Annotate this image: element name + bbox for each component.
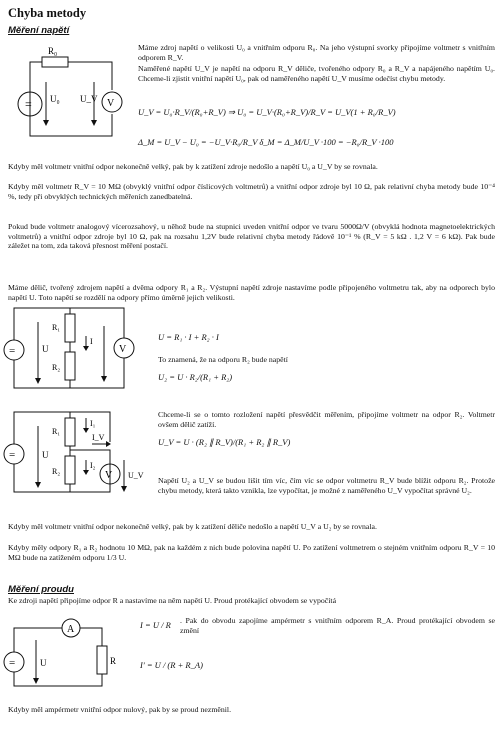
s1-intro: Máme zdroj napětí o velikosti U₀ a vnitřním odporu R₀. Na jeho výstupní svorky připojíme voltmetr s vnitřním odporem R_V. bbox=[138, 43, 495, 62]
s2-p2: To znamená, že na odporu R₂ bude napětí bbox=[158, 355, 288, 364]
s2-p5: Kdyby měl voltmetr vnitřní odpor nekonečně velký, pak by k zatížení děliče nedošlo a napětí U_V a U₂ by se rovnala. bbox=[8, 522, 377, 531]
s1-p2: Naměřené napětí U_V je napětí na odporu R_V děliče, tvořeného odpory R₀ a R_V a napájeného napětím U₀. Chceme-li zjistit vnitřní napětí U₀, pak od naměřeného napětí U_V musíme odečíst chybu metody. bbox=[138, 64, 495, 83]
source-symbol: = bbox=[25, 97, 32, 111]
r-label: R bbox=[110, 656, 117, 666]
s3-p3: Kdyby měl ampérmetr vnitřní odpor nulový, pak by se proud nezměnil. bbox=[8, 705, 232, 714]
s1-p3: Kdyby měl voltmetr vnitřní odpor nekonečně velký, pak by k zatížení zdroje nedošlo a napětí U₀ a U_V by se rovnala. bbox=[8, 162, 378, 171]
voltmeter-symbol: V bbox=[107, 98, 115, 109]
r1-label: R₁ bbox=[52, 427, 61, 436]
s1-eq1: U_V = U₀·R_V/(R₀+R_V) ⇒ U₀ = U_V·(R₀+R_V)/R_V = U_V(1 + R₀/R_V) bbox=[138, 107, 396, 117]
r2-label: R₂ bbox=[52, 467, 61, 476]
s1-p5: Pokud bude voltmetr analogový vícerozsahový, u něhož bude na stupnici uveden vnitřní odpor ve tvaru 5000Ω/V (obvyklá hodnota magnetoelektrických voltmetrů) a vnitřní odpor zdroje byl 10 Ω, pak na rozsahu 1,2V bude relativní chyba metody řádově 10⁻¹ % (R_V = 5 kΩ . 1,2 V = 6 kΩ). Pak bude záležet na tom, zda taková přesnost měření postačí. bbox=[8, 222, 495, 251]
s2-eq1: U = R₁ · I + R₂ · I bbox=[158, 332, 219, 342]
r0-label: R₀ bbox=[48, 46, 58, 56]
voltage-circuit-diagram bbox=[6, 44, 130, 144]
u0-label: U₀ bbox=[50, 94, 60, 104]
uv-label: U_V bbox=[128, 471, 144, 480]
uv-label: U_V bbox=[80, 94, 98, 104]
current-circuit-diagram bbox=[6, 614, 136, 694]
page-title: Chyba metody bbox=[8, 6, 87, 20]
source-symbol: = bbox=[9, 449, 16, 461]
voltmeter-symbol: V bbox=[119, 344, 127, 355]
s2-p6: Kdyby měly odpory R₁ a R₂ hodnotu 10 MΩ, pak na každém z nich bude polovina napětí U. Po zatížení voltmetrem o stejném vnitřním odporu R_V = 10 MΩ bude na zatíženém odporu 1/3 U. bbox=[8, 543, 495, 562]
iv-label: I_V bbox=[92, 433, 105, 442]
i1-label: I₁ bbox=[90, 419, 96, 428]
s1-p4: Kdyby měl voltmetr R_V = 10 MΩ (obvyklý vnitřní odpor číslicových voltmetrů) a vnitřní odpor zdroje byl 10 Ω, pak relativní chyba metody bude 10⁻⁴ %, tedy při obvyklých technických měřeních zanedbatelná. bbox=[8, 182, 495, 201]
s1-eq2: Δ_M = U_V − U₀ = −U_V·R₀/R_V δ_M = Δ_M/U_V ·100 = −R₀/R_V ·100 bbox=[138, 137, 394, 147]
s2-p3: Chceme-li se o tomto rozložení napětí přesvědčit měřením, připojíme voltmetr na odpor R₂. Voltmetr ovšem dělič zatíží. bbox=[158, 410, 495, 429]
loaded-divider-circuit-diagram bbox=[6, 404, 142, 499]
divider-circuit-diagram bbox=[6, 300, 142, 395]
u-label: U bbox=[40, 658, 47, 668]
source-symbol: = bbox=[9, 345, 16, 357]
s2-eq3: U_V = U · (R₂ ∥ R_V)/(R₁ + R₂ ∥ R_V) bbox=[158, 437, 291, 447]
u-label: U bbox=[42, 450, 49, 460]
current-label: I bbox=[90, 337, 93, 346]
section-heading-voltage: Měření napětí bbox=[8, 25, 70, 36]
s2-p4: Napětí U₂ a U_V se budou lišit tím víc, čím víc se odpor voltmetru R_V bude blížit odporu R₂. Protože chybu metody, která takto vznikla, lze vypočítat, je možné z naměřeného U_V vypočítat správné U₂. bbox=[158, 476, 495, 495]
s3-p1: Ke zdroji napětí připojíme odpor R a nastavíme na něm napětí U. Proud protékající obvodem se vypočítá bbox=[8, 596, 337, 605]
r2-label: R₂ bbox=[52, 363, 61, 372]
s2-eq2: U₂ = U · R₂/(R₁ + R₂) bbox=[158, 372, 233, 382]
ammeter-symbol: A bbox=[67, 624, 75, 635]
s3-p2: . Pak do obvodu zapojíme ampérmetr s vnitřním odporem R_A. Proud protékající obvodem se změní bbox=[180, 616, 495, 635]
s3-eq2: I′ = U / (R + R_A) bbox=[140, 660, 203, 670]
r1-label: R₁ bbox=[52, 323, 61, 332]
s3-eq1: I = U / R bbox=[140, 620, 171, 630]
i2-label: I₂ bbox=[90, 461, 96, 470]
voltmeter-symbol: V bbox=[105, 470, 113, 481]
u-label: U bbox=[42, 344, 49, 354]
s2-intro: Máme dělič, tvořený zdrojem napětí a dvěma odpory R₁ a R₂. Výstupní napětí zdroje nastavíme podle připojeného voltmetru tak, aby na odporech bylo napětí U. Toto napětí se rozdělí na odpory přímo úměrně jejich velikosti. bbox=[8, 283, 495, 302]
section-heading-current: Měření proudu bbox=[8, 584, 74, 595]
source-symbol: = bbox=[9, 657, 16, 669]
